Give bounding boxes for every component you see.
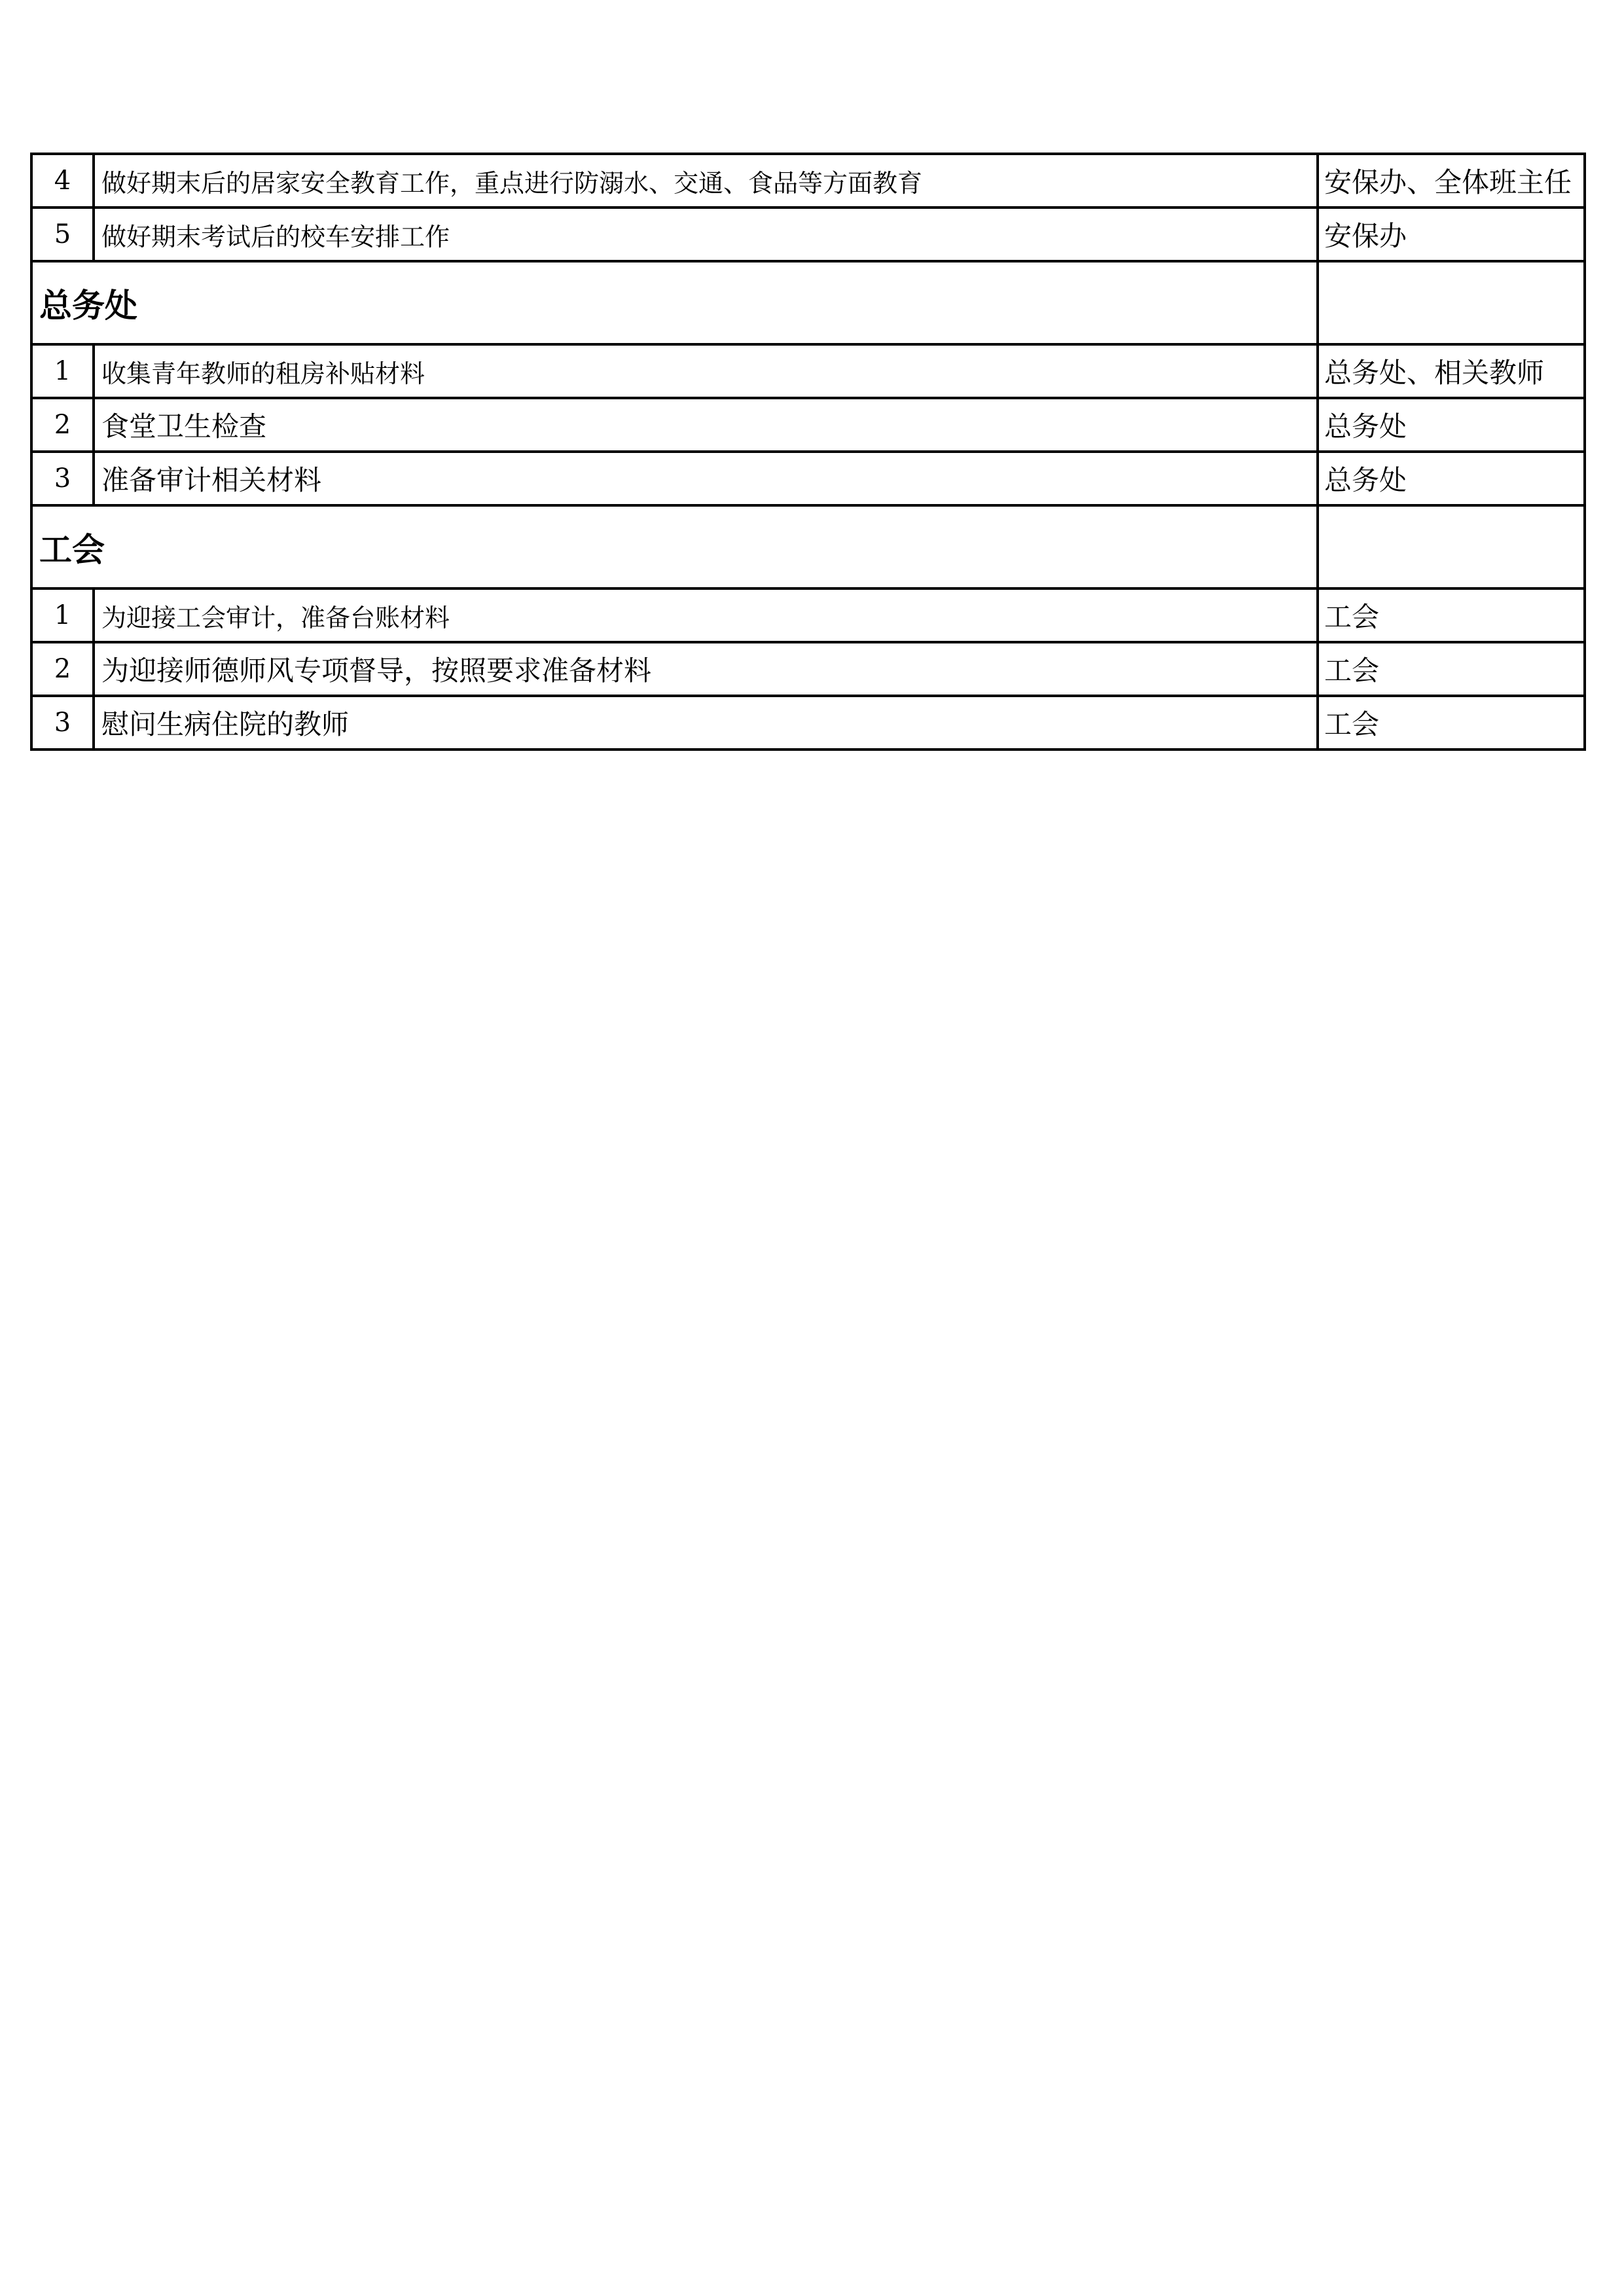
responsible-party: 工会 [1318,642,1585,696]
row-number: 3 [31,696,94,750]
task-description: 准备审计相关材料 [94,452,1318,505]
responsible-party: 工会 [1318,696,1585,750]
task-description: 为迎接工会审计，准备台账材料 [94,588,1318,642]
task-description: 做好期末考试后的校车安排工作 [94,208,1318,261]
work-plan-table [30,153,1586,751]
section-header-row [31,505,1585,588]
section-title-general-affairs: 总务处 [31,261,1318,344]
row-number: 4 [31,154,94,208]
table-row [31,154,1585,208]
task-description: 为迎接师德师风专项督导，按照要求准备材料 [94,642,1318,696]
task-description: 收集青年教师的租房补贴材料 [94,344,1318,398]
row-number: 1 [31,588,94,642]
responsible-party: 总务处、相关教师 [1318,344,1585,398]
section-empty-cell [1318,505,1585,588]
responsible-party: 总务处 [1318,398,1585,452]
row-number: 2 [31,398,94,452]
responsible-party: 工会 [1318,588,1585,642]
table-row [31,696,1585,750]
task-description: 慰问生病住院的教师 [94,696,1318,750]
row-number: 2 [31,642,94,696]
section-empty-cell [1318,261,1585,344]
table-row [31,344,1585,398]
row-number: 1 [31,344,94,398]
task-description: 做好期末后的居家安全教育工作，重点进行防溺水、交通、食品等方面教育 [94,154,1318,208]
responsible-party: 安保办 [1318,208,1585,261]
row-number: 5 [31,208,94,261]
section-header-row [31,261,1585,344]
table-row [31,642,1585,696]
task-description: 食堂卫生检查 [94,398,1318,452]
table-row [31,208,1585,261]
table-row [31,398,1585,452]
table-row [31,588,1585,642]
responsible-party: 总务处 [1318,452,1585,505]
responsible-party: 安保办、全体班主任 [1318,154,1585,208]
table-row [31,452,1585,505]
row-number: 3 [31,452,94,505]
section-title-labor-union: 工会 [31,505,1318,588]
